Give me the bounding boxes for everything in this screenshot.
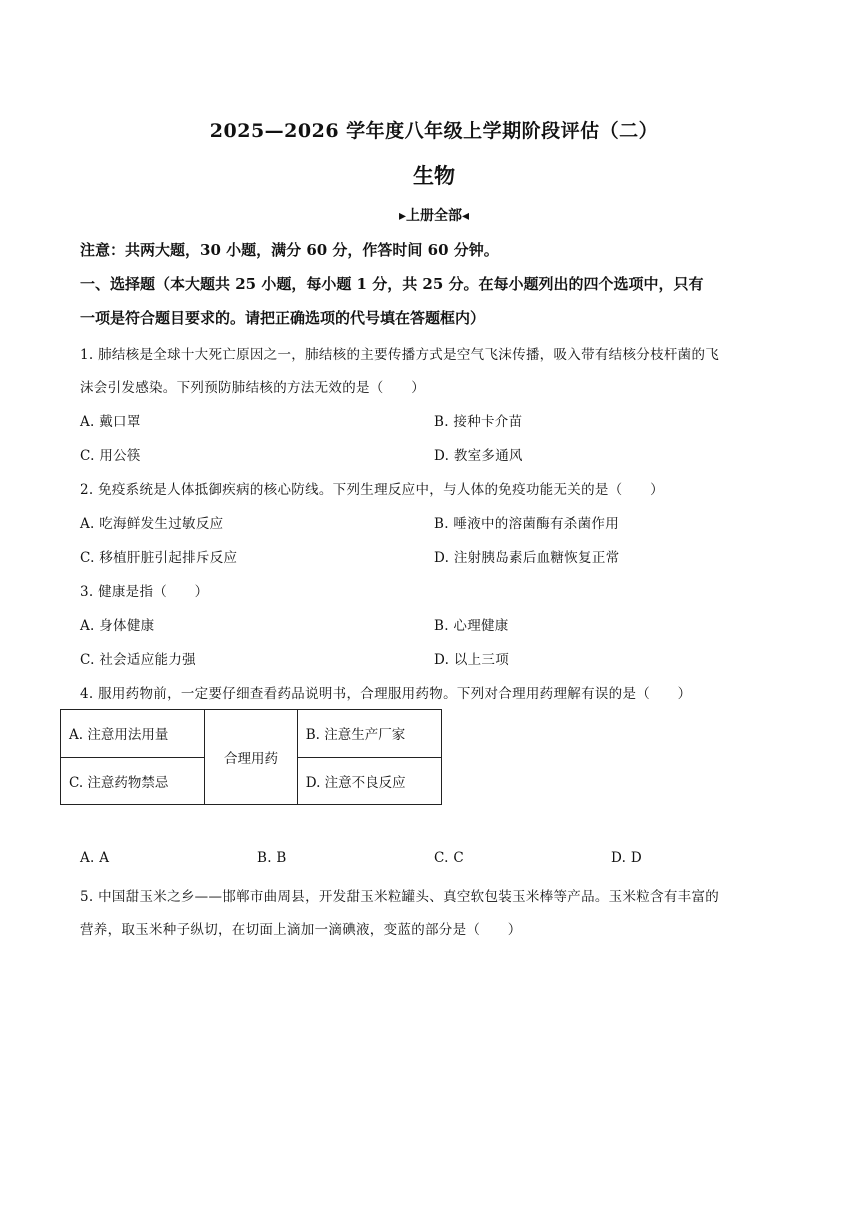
question-3-stem: 3. 健康是指（ ） [80,584,209,600]
question-2-stem: 2. 免疫系统是人体抵御疾病的核心防线。下列生理反应中，与人体的免疫功能无关的是（ ） [80,482,664,498]
question-1-stem-line-1: 1. 肺结核是全球十大死亡原因之一，肺结核的主要传播方式是空气飞沫传播，吸入带有结核分枝杆菌的飞 [80,347,720,363]
question-2-option-a: A. 吃海鲜发生过敏反应 [80,516,224,532]
table-cell-center: 合理用药 [205,710,298,805]
question-1-stem-line-2: 沫会引发感染。下列预防肺结核的方法无效的是（ ） [80,380,425,396]
question-4-option-a: A. A [80,850,110,866]
question-1-option-c: C. 用公筷 [80,448,141,464]
exam-title: 2025—2026 学年度八年级上学期阶段评估（二） [209,120,659,142]
question-4-option-c: C. C [434,850,464,866]
question-1-option-d: D. 教室多通风 [434,448,523,464]
section-heading-line-2: 一项是符合题目要求的。请把正确选项的代号填在答题框内） [80,309,486,327]
table-cell-d: D. 注意不良反应 [297,757,441,805]
question-4-option-b: B. B [257,850,287,866]
table-cell-a: A. 注意用法用量 [61,710,205,758]
question-3-option-d: D. 以上三项 [434,652,510,668]
exam-scope: ▸上册全部◂ [398,208,470,224]
medication-table [60,709,442,805]
question-3-option-a: A. 身体健康 [80,618,155,634]
question-1-option-a: A. 戴口罩 [80,414,141,430]
question-4-option-d: D. D [611,850,642,866]
question-4-stem: 4. 服用药物前，一定要仔细查看药品说明书，合理服用药物。下列对合理用药理解有误的是（ ） [80,686,692,702]
section-heading-line-1: 一、选择题（本大题共 25 小题，每小题 1 分，共 25 分。在每小题列出的四个选项中，只有 [80,275,704,293]
question-2-option-c: C. 移植肝脏引起排斥反应 [80,550,238,566]
question-5-stem-line-2: 营养，取玉米种子纵切，在切面上滴加一滴碘液，变蓝的部分是（ ） [80,922,522,938]
question-5-stem-line-1: 5. 中国甜玉米之乡——邯郸市曲周县，开发甜玉米粒罐头、真空软包装玉米棒等产品。玉米粒含有丰富的 [80,889,720,905]
question-3-option-c: C. 社会适应能力强 [80,652,196,668]
table-cell-c: C. 注意药物禁忌 [61,757,205,805]
question-3-option-b: B. 心理健康 [434,618,509,634]
table-cell-b: B. 注意生产厂家 [297,710,441,758]
question-2-option-d: D. 注射胰岛素后血糖恢复正常 [434,550,620,566]
question-2-option-b: B. 唾液中的溶菌酶有杀菌作用 [434,516,620,532]
question-1-option-b: B. 接种卡介苗 [434,414,523,430]
exam-notice: 注意：共两大题，30 小题，满分 60 分，作答时间 60 分钟。 [80,241,499,259]
subject-title: 生物 [413,163,455,188]
